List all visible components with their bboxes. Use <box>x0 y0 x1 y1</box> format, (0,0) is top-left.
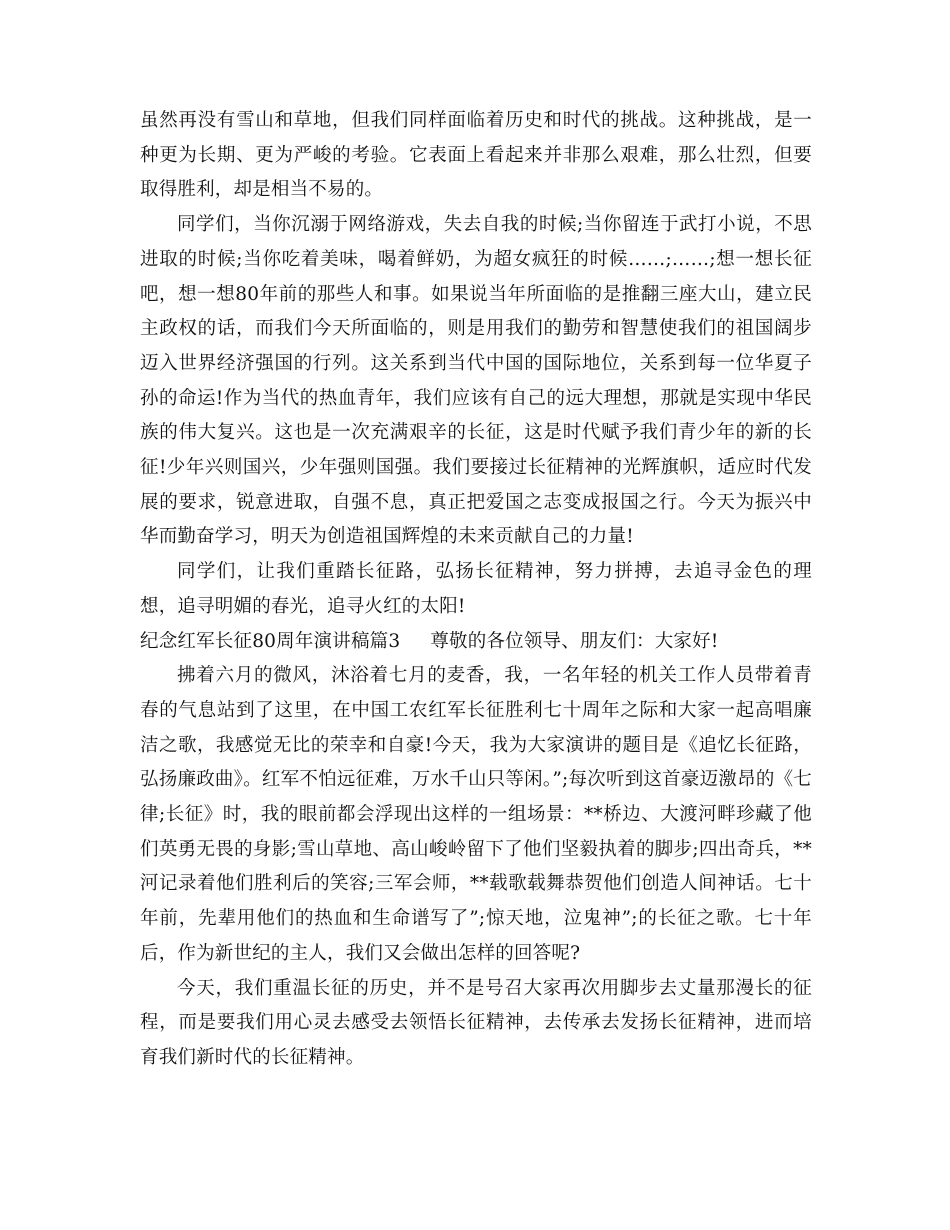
paragraph-speech-opening: 拂着六月的微风，沐浴着七月的麦香，我，一名年轻的机关工作人员带着青春的气息站到了这里，在中国工农红军长征胜利七十周年之际和大家一起高唱廉洁之歌，我感觉无比的荣幸和自豪!今天，我为大家演讲的题目是《追忆长征路，弘扬廉政曲》。红军不怕远征难，万水千山只等闲。”;每次听到这首豪迈激昂的《七律;长征》时，我的眼前都会浮现出这样的一组场景：**桥边、大渡河畔珍藏了他们英勇无畏的身影;雪山草地、高山峻岭留下了他们坚毅执着的脚步;四出奇兵，**河记录着他们胜利后的笑容;三军会师，**载歌载舞恭贺他们创造人间神话。七十年前，先辈用他们的热血和生命谱写了”;惊天地，泣鬼神”;的长征之歌。七十年后，作为新世纪的主人，我们又会做出怎样的回答呢? <box>140 665 812 964</box>
paragraph-speech-purpose: 今天，我们重温长征的历史，并不是号召大家再次用脚步去丈量那漫长的征程，而是要我们用心灵去感受去领悟长征精神，去传承去发扬长征精神，进而培育我们新时代的长征精神。 <box>140 977 812 1068</box>
speech-title: 纪念红军长征80周年演讲稿篇3 <box>140 630 401 652</box>
paragraph-call-to-action: 同学们，让我们重踏长征路，弘扬长征精神，努力拼搏，去追寻金色的理想，追寻明媚的春光，追寻火红的太阳! <box>140 561 812 617</box>
speech-greeting: 尊敬的各位领导、朋友们：大家好! <box>430 630 719 652</box>
paragraph-long-march-reflection: 同学们，当你沉溺于网络游戏，失去自我的时候;当你留连于武打小说，不思进取的时候;当你吃着美味，喝着鲜奶，为超女疯狂的时候……;……;想一想长征吧，想一想80年前的那些人和事。如果说当年所面临的是推翻三座大山，建立民主政权的话，而我们今天所面临的，则是用我们的勤劳和智慧使我们的祖国阔步迈入世界经济强国的行列。这关系到当代中国的国际地位，关系到每一位华夏子孙的命运!作为当代的热血青年，我们应该有自己的远大理想，那就是实现中华民族的伟大复兴。这也是一次充满艰辛的长征，这是时代赋予我们青少年的新的长征!少年兴则国兴，少年强则国强。我们要接过长征精神的光辉旗帜，适应时代发展的要求，锐意进取，自强不息，真正把爱国之志变成报国之行。今天为振兴中华而勤奋学习，明天为创造祖国辉煌的未来贡献自己的力量! <box>140 214 812 548</box>
document-body <box>140 104 812 1076</box>
paragraph-challenge: 虽然再没有雪山和草地，但我们同样面临着历史和时代的挑战。这种挑战，是一种更为长期、更为严峻的考验。它表面上看起来并非那么艰难，那么壮烈，但要取得胜利，却是相当不易的。 <box>140 110 812 201</box>
speech-heading <box>140 625 812 660</box>
